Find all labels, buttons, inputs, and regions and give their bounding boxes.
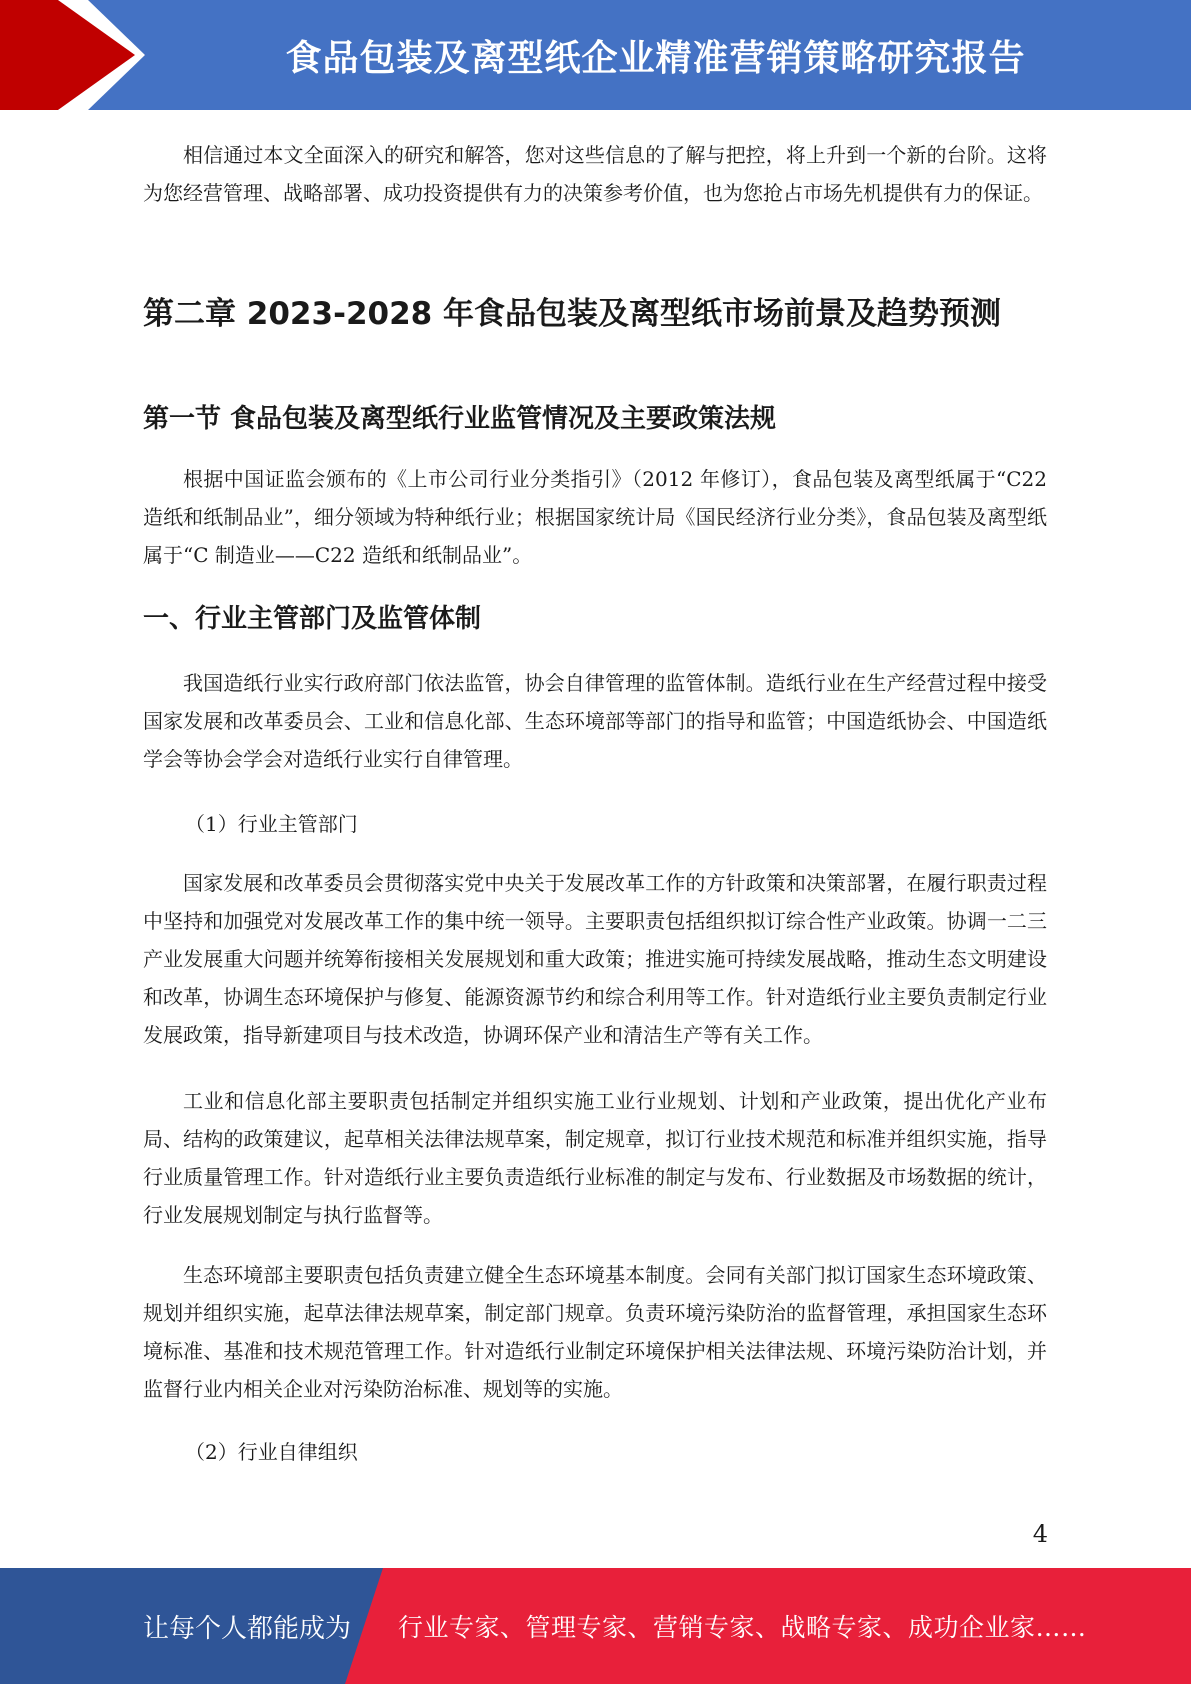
chapter-title: 第二章 2023-2028 年食品包装及离型纸市场前景及趋势预测 <box>143 296 1002 332</box>
section-paragraph: 根据中国证监会颁布的《上市公司行业分类指引》（2012 年修订），食品包装及离型纸属于“C22 造纸和纸制品业”，细分领域为特种纸行业；根据国家统计局《国民经济行业分类》，食品包装及离型纸属于“C 制造业——C22 造纸和纸制品业”。 <box>143 467 1047 567</box>
footer-banner <box>0 1568 1191 1684</box>
footer-slogan-right: 行业专家、管理专家、营销专家、战略专家、成功企业家…… <box>398 1613 1087 1642</box>
subsection-title: 一、行业主管部门及监管体制 <box>143 604 482 634</box>
report-title: 食品包装及离型纸企业精准营销策略研究报告 <box>285 37 1026 79</box>
mee-paragraph: 生态环境部主要职责包括负责建立健全生态环境基本制度。会同有关部门拟订国家生态环境政策、规划并组织实施，起草法律法规草案，制定部门规章。负责环境污染防治的监督管理，承担国家生态环境标准、基准和技术规范管理工作。针对造纸行业制定环境保护相关法律法规、环境污染防治计划，并监督行业内相关企业对污染防治标准、规划等的实施。 <box>143 1263 1047 1401</box>
item-2-label: （2）行业自律组织 <box>185 1440 358 1464</box>
section-title: 第一节 食品包装及离型纸行业监管情况及主要政策法规 <box>143 404 777 434</box>
subsection-paragraph: 我国造纸行业实行政府部门依法监管，协会自律管理的监管体制。造纸行业在生产经营过程中接受国家发展和改革委员会、工业和信息化部、生态环境部等部门的指导和监管；中国造纸协会、中国造纸学会等协会学会对造纸行业实行自律管理。 <box>143 671 1047 771</box>
header-banner <box>0 0 1191 110</box>
miit-paragraph: 工业和信息化部主要职责包括制定并组织实施工业行业规划、计划和产业政策，提出优化产业布局、结构的政策建议，起草相关法律法规草案，制定规章，拟订行业技术规范和标准并组织实施，指导行业质量管理工作。针对造纸行业主要负责造纸行业标准的制定与发布、行业数据及市场数据的统计，行业发展规划制定与执行监督等。 <box>143 1089 1047 1227</box>
item-1-label: （1）行业主管部门 <box>185 812 358 836</box>
page-number: 4 <box>1032 1520 1048 1548</box>
intro-paragraph: 相信通过本文全面深入的研究和解答，您对这些信息的了解与把控，将上升到一个新的台阶。这将为您经营管理、战略部署、成功投资提供有力的决策参考价值，也为您抢占市场先机提供有力的保证。 <box>143 143 1047 205</box>
footer-slogan-left: 让每个人都能成为 <box>143 1613 352 1644</box>
ndrc-paragraph: 国家发展和改革委员会贯彻落实党中央关于发展改革工作的方针政策和决策部署，在履行职责过程中坚持和加强党对发展改革工作的集中统一领导。主要职责包括组织拟订综合性产业政策。协调一二三产业发展重大问题并统筹衔接相关发展规划和重大政策；推进实施可持续发展战略，推动生态文明建设和改革，协调生态环境保护与修复、能源资源节约和综合利用等工作。针对造纸行业主要负责制定行业发展政策，指导新建项目与技术改造，协调环保产业和清洁生产等有关工作。 <box>143 871 1047 1047</box>
